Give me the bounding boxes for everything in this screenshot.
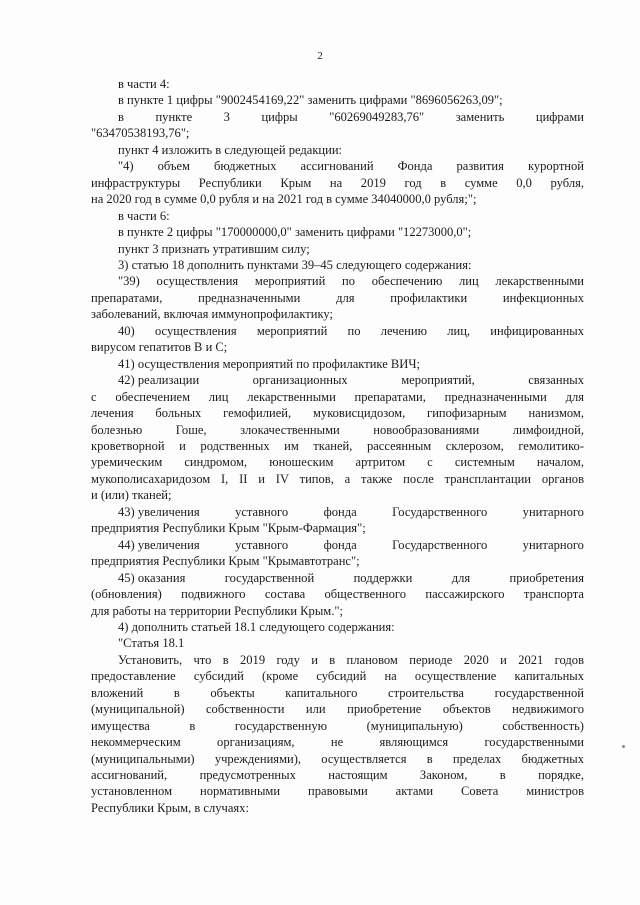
text-line bbox=[91, 372, 584, 388]
text-word: ассигнований, bbox=[91, 768, 168, 783]
text-line: препаратами, предназначенными для профилактики инфекционных bbox=[91, 290, 584, 305]
text-line: 4) дополнить статьей 18.1 следующего содержания: bbox=[118, 619, 395, 634]
text-word: 43) увеличения bbox=[118, 504, 200, 519]
text-line: Установить, что в 2019 году и в плановом периоде 2020 и 2021 годов bbox=[118, 652, 584, 667]
text-word: в bbox=[189, 718, 196, 733]
text-line: болезнью Гоше, злокачественными новообразованиями лимфоидной, bbox=[91, 422, 584, 437]
text-line: инфраструктуры Республики Крым на 2019 год в сумме 0,0 рубля, bbox=[91, 175, 584, 190]
text-word: в bbox=[118, 109, 124, 124]
text-line: (муниципальной) собственности или приобретение объектов недвижимого bbox=[91, 702, 584, 717]
text-word: Законом, bbox=[419, 768, 468, 783]
text-line: пункт 3 признать утратившим силу; bbox=[118, 241, 310, 256]
document-body bbox=[91, 76, 584, 816]
text-word: поддержки bbox=[353, 570, 413, 585]
text-word: в bbox=[499, 768, 506, 783]
text-line: и (или) тканей; bbox=[91, 488, 172, 503]
text-word: фонда bbox=[323, 537, 357, 552]
text-line: в пункте 2 цифры "170000000,0" заменить цифрами "12273000,0"; bbox=[118, 225, 472, 240]
text-line bbox=[91, 504, 584, 520]
text-line bbox=[91, 109, 584, 125]
text-word: цифры bbox=[261, 109, 298, 124]
text-line: 3) статью 18 дополнить пунктами 39–45 следующего содержания: bbox=[118, 257, 472, 272]
text-word: заменить bbox=[455, 109, 505, 124]
text-line: на 2020 год в сумме 0,0 рубля и на 2021 год в сумме 34040000,0 рубля;"; bbox=[91, 192, 477, 207]
text-line: в части 4: bbox=[118, 77, 170, 91]
text-word: приобретения bbox=[509, 570, 584, 585]
text-line: "39) осуществления мероприятий по обеспечению лиц лекарственными bbox=[118, 274, 584, 289]
text-word: имущества bbox=[91, 718, 150, 733]
text-line bbox=[91, 570, 584, 586]
text-word: государственными bbox=[484, 735, 584, 750]
text-line: с обеспечением лиц лекарственными препаратами, предназначенными для bbox=[91, 389, 584, 404]
text-word: мероприятий, bbox=[401, 373, 475, 388]
text-line: Республики Крым, в случаях: bbox=[91, 800, 249, 815]
text-word: 3 bbox=[223, 109, 230, 124]
text-line: "63470538193,76"; bbox=[91, 126, 190, 141]
text-line bbox=[91, 718, 584, 734]
text-line: лечения больных гемофилией, муковисцидозом, гипофизарным нанизмом, bbox=[91, 406, 584, 421]
text-line bbox=[91, 767, 584, 783]
text-word: организационных bbox=[252, 373, 348, 388]
text-word: не bbox=[330, 735, 344, 750]
text-line bbox=[91, 537, 584, 553]
text-word: уставного bbox=[235, 504, 289, 519]
text-line: для работы на территории Республики Крым."; bbox=[91, 603, 343, 618]
text-word: "60269049283,76" bbox=[329, 109, 425, 124]
text-word: связанных bbox=[528, 373, 584, 388]
text-line: 41) осуществления мероприятий по профилактике ВИЧ; bbox=[118, 356, 420, 371]
text-word: цифрами bbox=[535, 109, 584, 124]
text-line: уремическим синдромом, юношеским артритом с системным началом, bbox=[91, 455, 584, 470]
text-line: предоставление субсидий (кроме субсидий на осуществление капитальных bbox=[91, 669, 584, 684]
text-word: фонда bbox=[323, 504, 357, 519]
text-line: пункт 4 изложить в следующей редакции: bbox=[118, 142, 343, 157]
text-word: настоящим bbox=[328, 768, 388, 783]
scan-speck bbox=[622, 745, 625, 748]
text-line bbox=[91, 734, 584, 750]
text-line: "4) объем бюджетных ассигнований Фонда развития курортной bbox=[118, 159, 584, 174]
text-word: 42) реализации bbox=[118, 373, 200, 388]
text-line: установленном нормативными правовыми актами Совета министров bbox=[91, 784, 584, 799]
text-word: порядке, bbox=[538, 768, 584, 783]
text-word: 45) оказания bbox=[118, 570, 186, 585]
text-line: 40) осуществления мероприятий по лечению лиц, инфицированных bbox=[118, 323, 584, 338]
text-word: предусмотренных bbox=[199, 768, 296, 783]
text-word: (муниципальную) bbox=[366, 718, 463, 733]
text-line: мукополисахаридозом I, II и IV типов, а также после трансплантации органов bbox=[91, 471, 584, 486]
text-word: уставного bbox=[235, 537, 289, 552]
text-line: в пункте 1 цифры "9002454169,22" заменить цифрами "8696056263,09"; bbox=[118, 93, 503, 108]
text-line: "Статья 18.1 bbox=[118, 636, 185, 651]
text-word: Государственного bbox=[392, 537, 488, 552]
text-line: (муниципальными) учреждениями), осуществляется в пределах бюджетных bbox=[91, 751, 584, 766]
text-word: организациям, bbox=[217, 735, 295, 750]
text-word: пункте bbox=[155, 109, 193, 124]
text-word: унитарного bbox=[522, 537, 584, 552]
text-line: (обновления) подвижного состава общественного пассажирского транспорта bbox=[91, 587, 584, 602]
text-word: 44) увеличения bbox=[118, 537, 200, 552]
text-word: государственной bbox=[224, 570, 315, 585]
text-word: государственную bbox=[234, 718, 328, 733]
text-line: предприятия Республики Крым "Крымавтотранс"; bbox=[91, 554, 360, 569]
page-number: 2 bbox=[317, 50, 323, 62]
text-line: вирусом гепатитов В и С; bbox=[91, 340, 228, 355]
text-word: некоммерческим bbox=[91, 735, 181, 750]
text-line: в части 6: bbox=[118, 208, 170, 223]
text-line: предприятия Республики Крым "Крым-Фармация"; bbox=[91, 521, 366, 536]
text-word: являющимся bbox=[379, 735, 449, 750]
text-word: собственность) bbox=[502, 718, 584, 733]
text-line: заболеваний, включая иммунопрофилактику; bbox=[91, 307, 333, 322]
text-line: вложений в объекты капитального строительства государственной bbox=[91, 685, 584, 700]
text-word: унитарного bbox=[522, 504, 584, 519]
text-line: кроветворной и родственных им тканей, рассеянным склерозом, гемолитико- bbox=[91, 438, 584, 453]
text-word: для bbox=[451, 570, 471, 585]
text-word: Государственного bbox=[392, 504, 488, 519]
